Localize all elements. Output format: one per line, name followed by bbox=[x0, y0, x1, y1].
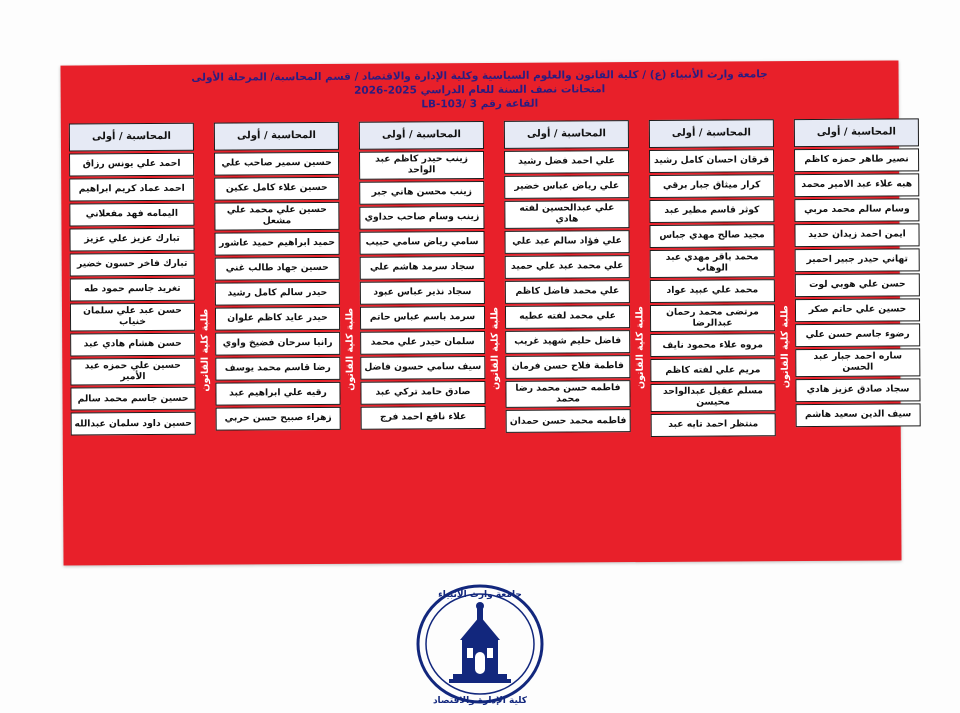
student-cell: اليمامه فهد مفعلاني bbox=[69, 203, 194, 227]
student-cell: علي محمد لفته عطيه bbox=[505, 305, 630, 329]
student-cell: حسين علي محمد علي مشعل bbox=[214, 202, 339, 230]
student-cell: حسن علي هوبي لوت bbox=[795, 273, 920, 297]
student-cell: حسين علاء كامل عكين bbox=[214, 177, 339, 201]
student-column-6 bbox=[794, 118, 921, 426]
student-cell: رانيا سرحان فضيخ واوي bbox=[215, 332, 340, 356]
column-group-1 bbox=[69, 123, 217, 558]
student-cell: مروه علاء محمود نايف bbox=[650, 334, 775, 358]
header-line-hall: القاعة رقم 3 /LB-103 bbox=[421, 97, 539, 111]
seal-top-text: جامعة وارث الأنبياء bbox=[438, 590, 522, 600]
student-cell: حسين علي حاتم صكر bbox=[795, 298, 920, 322]
side-label-law-college: طلبة كلية القانون bbox=[199, 309, 211, 393]
student-cell: احمد عماد كريم ابراهيم bbox=[69, 178, 194, 202]
student-cell: علي محمد فاضل كاظم bbox=[505, 280, 630, 304]
student-column-5 bbox=[649, 119, 776, 437]
student-cell: سجاد صادق عزيز هادي bbox=[795, 378, 920, 402]
student-cell: سجاد سرمد هاشم علي bbox=[360, 256, 485, 280]
student-cell: علي احمد فضل رشيد bbox=[504, 150, 629, 174]
student-cell: زينب وسام صاحب حداوي bbox=[359, 206, 484, 230]
student-cell: حيدر سالم كامل رشيد bbox=[215, 282, 340, 306]
header-line-exam: امتحانات نصف السنة للعام الدراسي 2025-2026 bbox=[354, 83, 606, 97]
student-cell: زينب محسن هاني جبر bbox=[359, 181, 484, 205]
student-cell: حسين جاسم محمد سالم bbox=[70, 387, 195, 411]
student-cell: تغريد جاسم حمود طه bbox=[70, 278, 195, 302]
side-label-law-college: طلبة كلية القانون bbox=[344, 308, 356, 392]
column-header-5: المحاسبة / أولى bbox=[649, 119, 774, 148]
student-cell: علي رياض عباس خضير bbox=[504, 175, 629, 199]
student-columns-grid bbox=[69, 118, 913, 557]
exam-seating-poster bbox=[60, 60, 913, 565]
student-cell: سرمد باسم عباس حاتم bbox=[360, 306, 485, 330]
student-cell: مرتضى محمد رحمان عبدالرضا bbox=[650, 304, 775, 332]
student-cell: سامي رياض سامي حبيب bbox=[359, 231, 484, 255]
column-group-4 bbox=[504, 120, 652, 555]
student-cell: حسين سمير صاحب علي bbox=[214, 152, 339, 176]
student-cell: سلمان حيدر علي محمد bbox=[360, 331, 485, 355]
column-group-5 bbox=[649, 119, 797, 554]
poster-header bbox=[61, 66, 899, 114]
student-cell: نصير طاهر حمزه كاظم bbox=[794, 148, 919, 172]
student-cell: تبارك فاخر حسون خضير bbox=[70, 253, 195, 277]
seal-bottom-text: كلية الإدارة والاقتصاد bbox=[432, 696, 528, 706]
student-cell: زهراء صبيح حسن حربي bbox=[216, 407, 341, 431]
student-cell: رضوء جاسم حسن علي bbox=[795, 323, 920, 347]
column-header-3: المحاسبة / أولى bbox=[359, 121, 484, 150]
student-cell: منتظر احمد تايه عبد bbox=[651, 413, 776, 437]
student-cell: علاء نافع احمد فرج bbox=[361, 406, 486, 430]
student-cell: وسام سالم محمد مربي bbox=[794, 198, 919, 222]
student-cell: حسن هشام هادي عبد bbox=[70, 332, 195, 356]
student-column-1 bbox=[69, 123, 196, 436]
student-cell: سجاد نذير عباس عبود bbox=[360, 281, 485, 305]
student-cell: ايمن احمد زيدان حديد bbox=[794, 223, 919, 247]
header-line-university: جامعة وارث الأنبياء (ع) / كلية القانون والعلوم السياسية وكلية الإدارة والاقتصاد / قسم المحاسبة/ المرحلة الأولى bbox=[191, 68, 768, 84]
column-header-6: المحاسبة / أولى bbox=[794, 118, 919, 147]
student-cell: مجيد صالح مهدي جباس bbox=[649, 224, 774, 248]
column-header-2: المحاسبة / أولى bbox=[214, 122, 339, 151]
column-group-3 bbox=[359, 121, 507, 556]
student-cell: هبه علاء عبد الامير محمد bbox=[794, 173, 919, 197]
student-cell: مسلم عقيل عبدالواحد محيسن bbox=[650, 384, 775, 412]
student-cell: علي عبدالحسين لفته هادي bbox=[504, 200, 629, 228]
student-cell: حيدر عايد كاظم علوان bbox=[215, 307, 340, 331]
column-header-4: المحاسبة / أولى bbox=[504, 120, 629, 149]
student-cell: حسين جهاد طالب غني bbox=[215, 257, 340, 281]
student-cell: حسين داود سلمان عبدالله bbox=[71, 412, 196, 436]
column-group-6 bbox=[794, 118, 922, 553]
student-cell: كرار ميثاق جبار برقي bbox=[649, 174, 774, 198]
student-cell: محمد علي عبيد عواد bbox=[650, 279, 775, 303]
student-cell: صادق حامد تركي عبد bbox=[360, 381, 485, 405]
student-cell: علي محمد عبد علي حميد bbox=[505, 255, 630, 279]
student-cell: حسين علي حمزه عبد الأمير bbox=[70, 357, 195, 385]
student-column-4 bbox=[504, 120, 631, 433]
student-column-3 bbox=[359, 121, 486, 429]
student-cell: فاضل حليم شهيد غريب bbox=[505, 330, 630, 354]
student-cell: زينب حيدر كاظم عبد الواحد bbox=[359, 151, 484, 179]
student-cell: ساره احمد جبار عبد الحسن bbox=[795, 348, 920, 376]
student-cell: حميد ابراهيم حميد عاشور bbox=[215, 232, 340, 256]
student-cell: فاطمة فلاح حسن فرمان bbox=[505, 355, 630, 379]
student-cell: تهاني حيدر جبير احمير bbox=[795, 248, 920, 272]
column-header-1: المحاسبة / أولى bbox=[69, 123, 194, 152]
student-cell: فاطمه محمد حسن حمدان bbox=[506, 410, 631, 434]
student-cell: فرقان احسان كامل رشيد bbox=[649, 149, 774, 173]
student-column-2 bbox=[214, 122, 341, 430]
student-cell: تبارك عزيز علي عزيز bbox=[69, 228, 194, 252]
side-label-law-college: طلبة كلية القانون bbox=[489, 307, 501, 391]
side-label-law-college: طلبة كلية القانون bbox=[634, 306, 646, 390]
student-cell: محمد باقر مهدي عبد الوهاب bbox=[650, 249, 775, 277]
student-cell: رضا قاسم محمد يوسف bbox=[215, 357, 340, 381]
student-cell: احمد علي يونس رزاق bbox=[69, 153, 194, 177]
student-cell: سيف سامي حسون فاضل bbox=[360, 356, 485, 380]
side-label-law-college: طلبة كلية القانون bbox=[779, 305, 791, 389]
university-seal bbox=[405, 578, 555, 708]
student-cell: فاطمه حسن محمد رضا محمد bbox=[505, 380, 630, 408]
student-cell: حسن عبد علي سلمان خنياب bbox=[70, 303, 195, 331]
student-cell: علي فؤاد سالم عبد علي bbox=[504, 230, 629, 254]
student-cell: رقيه علي ابراهيم عبد bbox=[215, 382, 340, 406]
student-cell: مريم علي لفته كاظم bbox=[650, 359, 775, 383]
student-cell: كوثر قاسم مطير عبد bbox=[649, 199, 774, 223]
student-cell: سيف الدين سعيد هاشم bbox=[796, 403, 921, 427]
column-group-2 bbox=[214, 122, 362, 557]
